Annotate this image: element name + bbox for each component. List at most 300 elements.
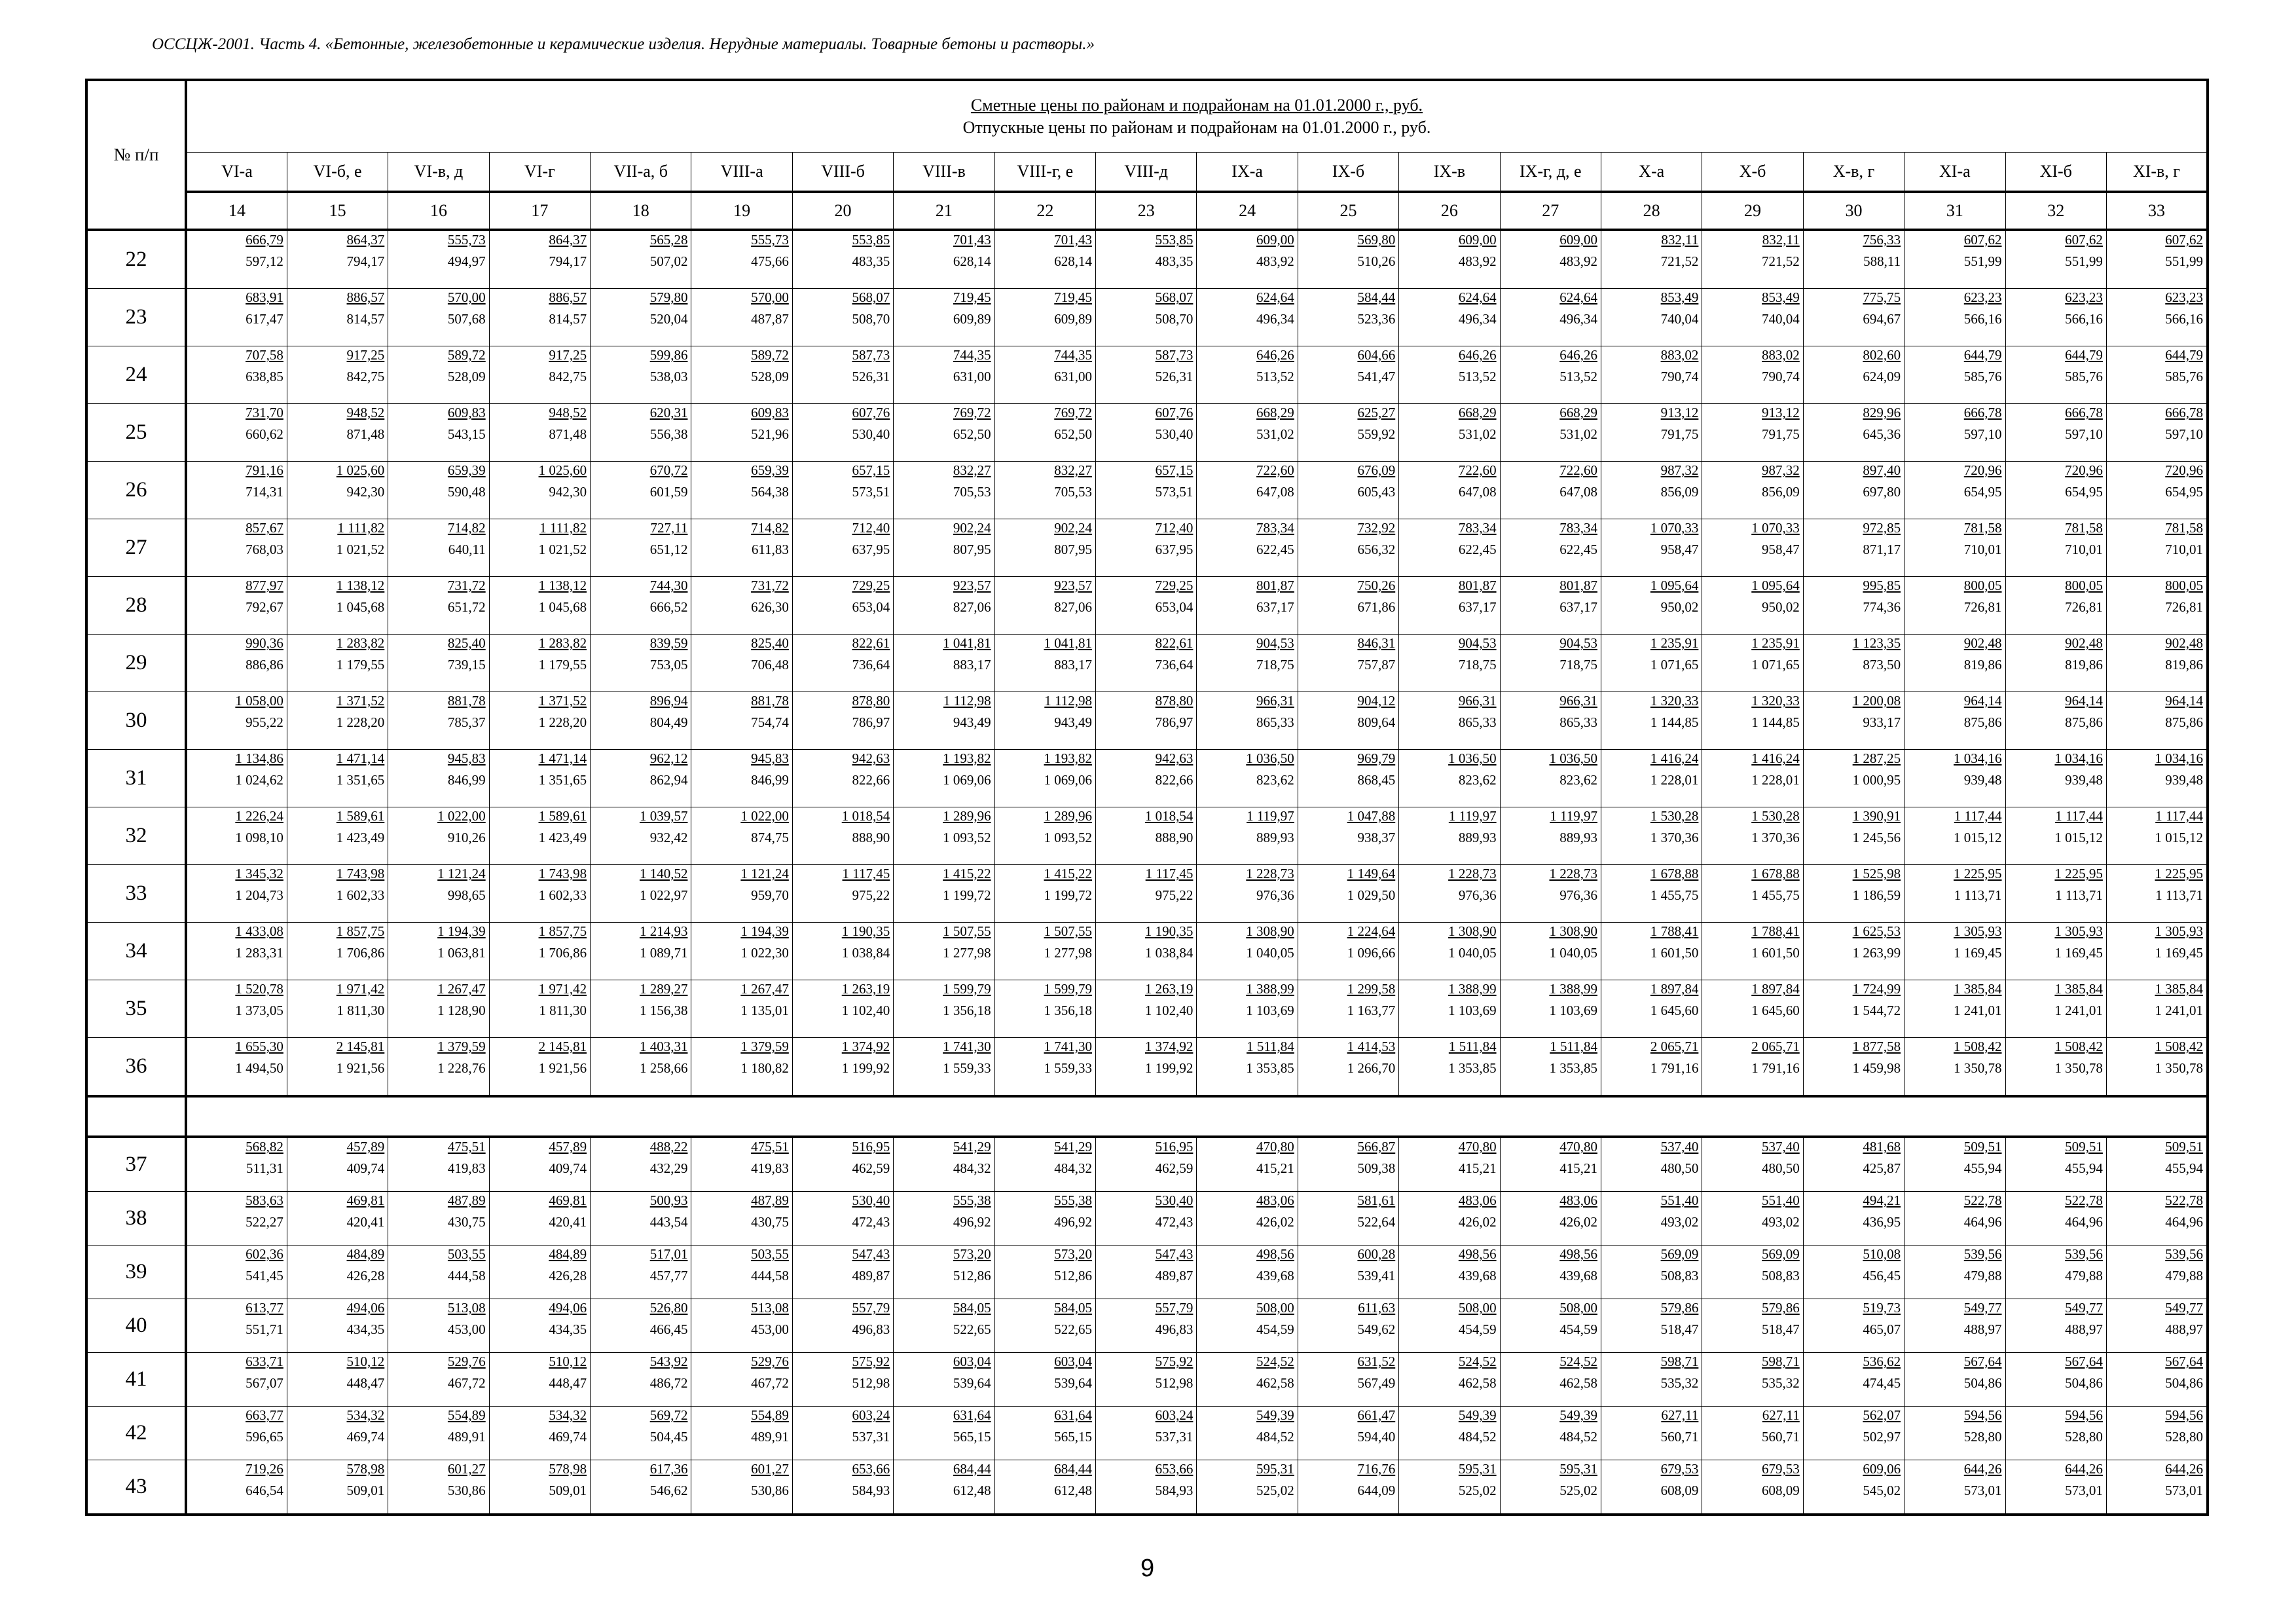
region-header: VIII-а: [691, 153, 792, 193]
estimate-price: 668,29: [1256, 405, 1294, 420]
release-price: 496,92: [1054, 1214, 1093, 1230]
price-cell: [1904, 1407, 2005, 1460]
price-cell: [388, 1353, 489, 1407]
release-price: 483,92: [1256, 253, 1294, 269]
price-cell: [591, 1460, 691, 1515]
estimate-price: 684,44: [1054, 1461, 1093, 1477]
estimate-price: 769,72: [1054, 405, 1093, 420]
release-price: 1 266,70: [1347, 1060, 1396, 1076]
release-price: 509,01: [549, 1483, 587, 1498]
price-cell: [1601, 750, 1702, 807]
release-price: 646,54: [246, 1483, 283, 1498]
release-price: 539,41: [1357, 1268, 1396, 1283]
release-price: 943,49: [1054, 714, 1093, 730]
estimate-price: 627,11: [1661, 1407, 1699, 1423]
estimate-price: 510,12: [346, 1354, 385, 1369]
release-price: 566,16: [1963, 311, 2002, 327]
price-cell: [591, 635, 691, 692]
estimate-price: 714,82: [447, 520, 486, 536]
estimate-price: 995,85: [1863, 578, 1901, 593]
price-cell: [994, 1038, 1095, 1097]
estimate-price: 1 263,19: [841, 981, 890, 997]
estimate-price: 886,57: [346, 289, 385, 305]
price-cell: [2106, 750, 2208, 807]
estimate-price: 469,81: [549, 1192, 587, 1208]
price-cell: [1197, 980, 1298, 1038]
price-cell: [894, 1192, 994, 1246]
price-cell: [894, 1353, 994, 1407]
price-cell: [1904, 750, 2005, 807]
estimate-price: 1 225,95: [1954, 866, 2002, 881]
release-price: 455,94: [2065, 1160, 2103, 1176]
price-cell: [1601, 692, 1702, 750]
estimate-price: 1 121,24: [437, 866, 486, 881]
release-price: 512,86: [953, 1268, 991, 1283]
row-number: 41: [86, 1353, 186, 1407]
estimate-price: 1 047,88: [1347, 808, 1396, 824]
release-price: 1 228,76: [437, 1060, 486, 1076]
price-cell: [994, 1353, 1095, 1407]
release-price: 1 241,01: [2155, 1003, 2203, 1018]
release-price: 530,86: [751, 1483, 789, 1498]
estimate-price: 494,21: [1863, 1192, 1901, 1208]
release-price: 1 370,36: [1650, 830, 1699, 845]
price-cell: [1702, 1246, 1803, 1299]
estimate-price: 567,64: [2065, 1354, 2103, 1369]
estimate-price: 1 877,58: [1852, 1039, 1901, 1054]
price-cell: [1399, 289, 1500, 346]
estimate-price: 783,34: [1559, 520, 1597, 536]
estimate-price: 568,07: [1155, 289, 1194, 305]
release-price: 507,02: [649, 253, 688, 269]
estimate-price: 1 034,16: [1954, 750, 2002, 766]
price-cell: [1197, 1407, 1298, 1460]
release-price: 528,09: [751, 369, 789, 384]
price-cell: [1096, 404, 1197, 462]
estimate-price: 510,08: [1863, 1246, 1901, 1262]
price-cell: [2005, 577, 2106, 635]
estimate-price: 783,34: [1256, 520, 1294, 536]
release-price: 596,65: [246, 1429, 283, 1445]
estimate-price: 883,02: [1762, 347, 1800, 363]
estimate-price: 555,73: [751, 232, 789, 248]
release-price: 1 163,77: [1347, 1003, 1396, 1018]
estimate-price: 917,25: [549, 347, 587, 363]
estimate-price: 1 320,33: [1650, 693, 1699, 709]
estimate-price: 1 589,61: [538, 808, 587, 824]
estimate-price: 972,85: [1863, 520, 1901, 536]
price-cell: [691, 865, 792, 923]
price-cell: [287, 404, 388, 462]
column-number: 27: [1500, 192, 1601, 230]
estimate-price: 609,00: [1256, 232, 1294, 248]
price-cell: [1500, 807, 1601, 865]
price-cell: [792, 1246, 893, 1299]
price-cell: [1298, 635, 1398, 692]
price-cell: [894, 346, 994, 404]
release-price: 1 921,56: [336, 1060, 385, 1076]
price-cell: [994, 1407, 1095, 1460]
estimate-price: 684,44: [953, 1461, 991, 1477]
release-price: 488,97: [1963, 1321, 2002, 1337]
release-price: 1 063,81: [437, 945, 486, 961]
estimate-price: 902,48: [2065, 635, 2103, 651]
price-cell: [489, 462, 590, 519]
release-price: 740,04: [1660, 311, 1699, 327]
estimate-price: 566,87: [1357, 1139, 1396, 1154]
estimate-price: 1 741,30: [1044, 1039, 1093, 1054]
release-price: 1 069,06: [943, 772, 991, 788]
estimate-price: 524,52: [1256, 1354, 1294, 1369]
price-cell: [2106, 635, 2208, 692]
estimate-price: 553,85: [852, 232, 890, 248]
estimate-price: 857,67: [246, 520, 283, 536]
release-price: 489,87: [852, 1268, 890, 1283]
estimate-price: 1 117,44: [2055, 808, 2103, 824]
estimate-price: 712,40: [852, 520, 890, 536]
price-cell: [1803, 635, 1904, 692]
estimate-price: 1 971,42: [336, 981, 385, 997]
price-cell: [1096, 1137, 1197, 1192]
estimate-price: 623,23: [1963, 289, 2002, 305]
release-price: 513,52: [1458, 369, 1497, 384]
release-price: 1 356,18: [943, 1003, 991, 1018]
release-price: 1 038,84: [1144, 945, 1194, 961]
price-cell: [1096, 519, 1197, 577]
estimate-price: 744,35: [1054, 347, 1093, 363]
region-header: IX-в: [1399, 153, 1500, 193]
release-price: 522,65: [953, 1321, 991, 1337]
price-cell: [1399, 462, 1500, 519]
estimate-price: 1 138,12: [538, 578, 587, 593]
release-price: 637,17: [1559, 599, 1597, 615]
release-price: 512,98: [1155, 1375, 1194, 1391]
estimate-price: 627,11: [1762, 1407, 1800, 1423]
price-cell: [994, 692, 1095, 750]
release-price: 588,11: [1863, 253, 1901, 269]
column-number: 31: [1904, 192, 2005, 230]
price-cell: [792, 1353, 893, 1407]
price-cell: [1601, 230, 1702, 289]
release-price: 1 128,90: [437, 1003, 486, 1018]
release-price: 509,38: [1357, 1160, 1396, 1176]
estimate-price: 607,62: [2065, 232, 2103, 248]
release-price: 1 258,66: [639, 1060, 688, 1076]
estimate-price: 1 287,25: [1852, 750, 1901, 766]
estimate-price: 537,40: [1762, 1139, 1800, 1154]
price-cell: [2106, 1137, 2208, 1192]
price-cell: [1500, 1353, 1601, 1407]
estimate-price: 1 036,50: [1246, 750, 1294, 766]
price-cell: [1904, 1038, 2005, 1097]
release-price: 628,14: [953, 253, 991, 269]
estimate-price: 483,06: [1458, 1192, 1497, 1208]
price-cell: [2106, 230, 2208, 289]
price-cell: [1500, 692, 1601, 750]
price-cell: [2106, 980, 2208, 1038]
estimate-price: 1 235,91: [1751, 635, 1800, 651]
release-price: 425,87: [1863, 1160, 1901, 1176]
price-cell: [1197, 1353, 1298, 1407]
estimate-price: 624,64: [1458, 289, 1497, 305]
price-cell: [186, 750, 287, 807]
price-cell: [2106, 1460, 2208, 1515]
release-price: 656,32: [1357, 542, 1396, 557]
price-cell: [591, 1192, 691, 1246]
estimate-price: 1 471,14: [336, 750, 385, 766]
estimate-price: 1 058,00: [235, 693, 283, 709]
price-cell: [1096, 1460, 1197, 1515]
estimate-price: 897,40: [1863, 462, 1901, 478]
price-cell: [186, 1299, 287, 1353]
estimate-price: 557,79: [852, 1300, 890, 1316]
price-cell: [1298, 519, 1398, 577]
price-cell: [691, 923, 792, 980]
price-cell: [1096, 230, 1197, 289]
release-price: 1 602,33: [538, 887, 587, 903]
release-price: 507,68: [447, 311, 486, 327]
estimate-price: 716,76: [1357, 1461, 1396, 1477]
row-number: 32: [86, 807, 186, 865]
price-cell: [489, 1299, 590, 1353]
price-cell: [1096, 1353, 1197, 1407]
estimate-price: 744,35: [953, 347, 991, 363]
price-cell: [1803, 289, 1904, 346]
price-cell: [1096, 750, 1197, 807]
estimate-price: 549,39: [1256, 1407, 1294, 1423]
release-price: 539,64: [953, 1375, 991, 1391]
estimate-price: 731,72: [751, 578, 789, 593]
estimate-price: 864,37: [346, 232, 385, 248]
estimate-price: 822,61: [852, 635, 890, 651]
release-price: 419,83: [447, 1160, 486, 1176]
release-price: 601,59: [649, 484, 688, 500]
release-price: 1 791,16: [1650, 1060, 1699, 1076]
estimate-price: 878,80: [1155, 693, 1194, 709]
release-price: 573,01: [2165, 1483, 2203, 1498]
price-cell: [792, 1299, 893, 1353]
release-price: 556,38: [649, 426, 688, 442]
table-row: [86, 519, 2208, 577]
price-cell: [287, 289, 388, 346]
release-price: 522,65: [1054, 1321, 1093, 1337]
estimate-price: 1 190,35: [1144, 923, 1194, 939]
price-cell: [1803, 865, 1904, 923]
estimate-price: 1 388,99: [1246, 981, 1294, 997]
release-price: 1 113,71: [2155, 887, 2203, 903]
price-cell: [1399, 519, 1500, 577]
estimate-price: 781,58: [2165, 520, 2203, 536]
estimate-price: 1 041,81: [1044, 635, 1093, 651]
estimate-price: 568,82: [246, 1139, 283, 1154]
release-price: 455,94: [2165, 1160, 2203, 1176]
price-cell: [1298, 1137, 1398, 1192]
price-cell: [1803, 980, 1904, 1038]
estimate-price: 904,53: [1458, 635, 1497, 651]
release-price: 1 029,50: [1347, 887, 1396, 903]
estimate-price: 1 018,54: [1144, 808, 1194, 824]
price-cell: [1500, 404, 1601, 462]
release-price: 804,49: [649, 714, 688, 730]
estimate-price: 1 095,64: [1650, 578, 1699, 593]
price-cell: [1197, 577, 1298, 635]
row-number: 25: [86, 404, 186, 462]
release-price: 1 544,72: [1852, 1003, 1901, 1018]
price-cell: [591, 346, 691, 404]
price-cell: [1803, 230, 1904, 289]
region-header: IX-г, д, е: [1500, 153, 1601, 193]
estimate-price: 569,80: [1357, 232, 1396, 248]
price-cell: [1803, 1460, 1904, 1515]
release-price: 875,86: [2165, 714, 2203, 730]
price-cell: [2005, 635, 2106, 692]
estimate-price: 800,05: [1963, 578, 2002, 593]
estimate-price: 470,80: [1559, 1139, 1597, 1154]
price-cell: [1500, 1038, 1601, 1097]
release-price: 489,91: [447, 1429, 486, 1445]
price-cell: [2106, 1353, 2208, 1407]
release-price: 1 423,49: [538, 830, 587, 845]
estimate-price: 573,20: [953, 1246, 991, 1262]
price-cell: [287, 807, 388, 865]
release-price: 464,96: [1963, 1214, 2002, 1230]
price-cell: [1096, 980, 1197, 1038]
estimate-price: 1 508,42: [2054, 1039, 2103, 1054]
release-price: 528,80: [2065, 1429, 2103, 1445]
price-cell: [1399, 980, 1500, 1038]
price-cell: [1904, 692, 2005, 750]
estimate-price: 722,60: [1559, 462, 1597, 478]
price-cell: [1197, 1246, 1298, 1299]
release-price: 611,83: [751, 542, 789, 557]
price-cell: [2106, 577, 2208, 635]
estimate-price: 522,78: [2065, 1192, 2103, 1208]
release-price: 1 015,12: [1954, 830, 2002, 845]
region-header: VI-а: [186, 153, 287, 193]
estimate-price: 722,60: [1256, 462, 1294, 478]
estimate-price: 731,72: [447, 578, 486, 593]
table-row: [86, 1192, 2208, 1246]
estimate-price: 631,52: [1357, 1354, 1396, 1369]
price-cell: [1904, 923, 2005, 980]
price-cell: [691, 1038, 792, 1097]
estimate-price: 509,51: [2065, 1139, 2103, 1154]
release-price: 496,83: [852, 1321, 890, 1337]
release-price: 814,57: [549, 311, 587, 327]
row-number: 38: [86, 1192, 186, 1246]
estimate-price: 2 145,81: [538, 1039, 587, 1054]
price-cell: [1500, 865, 1601, 923]
release-price: 565,15: [1054, 1429, 1093, 1445]
price-cell: [1702, 1137, 1803, 1192]
estimate-price: 853,49: [1762, 289, 1800, 305]
release-price: 1 071,65: [1751, 657, 1800, 673]
release-price: 1 228,20: [538, 714, 587, 730]
estimate-price: 666,78: [1963, 405, 2002, 420]
column-number: 18: [591, 192, 691, 230]
estimate-price: 923,57: [1054, 578, 1093, 593]
release-price: 504,86: [1963, 1375, 2002, 1391]
price-cell: [1803, 807, 1904, 865]
estimate-price: 631,64: [1054, 1407, 1093, 1423]
estimate-price: 1 117,44: [1954, 808, 2002, 824]
price-cell: [186, 807, 287, 865]
release-price: 479,88: [2165, 1268, 2203, 1283]
release-price: 694,67: [1863, 311, 1901, 327]
price-cell: [1399, 404, 1500, 462]
price-cell: [994, 577, 1095, 635]
price-cell: [1500, 980, 1601, 1038]
release-price: 1 169,45: [2054, 945, 2103, 961]
release-price: 1 353,85: [1448, 1060, 1497, 1076]
release-price: 1 645,60: [1751, 1003, 1800, 1018]
estimate-price: 783,34: [1458, 520, 1497, 536]
estimate-price: 653,66: [1155, 1461, 1194, 1477]
price-cell: [1601, 577, 1702, 635]
release-price: 531,02: [1256, 426, 1294, 442]
price-cell: [1601, 1407, 1702, 1460]
table-row: [86, 1407, 2208, 1460]
table-row: [86, 865, 2208, 923]
column-number: 15: [287, 192, 388, 230]
release-price: 871,17: [1863, 542, 1901, 557]
price-cell: [1096, 462, 1197, 519]
estimate-price: 579,86: [1762, 1300, 1800, 1316]
price-cell: [1500, 923, 1601, 980]
estimate-price: 832,27: [1054, 462, 1093, 478]
estimate-price: 584,05: [953, 1300, 991, 1316]
release-price: 525,02: [1458, 1483, 1497, 1498]
row-number: 27: [86, 519, 186, 577]
release-price: 609,89: [953, 311, 991, 327]
release-price: 706,48: [751, 657, 789, 673]
region-header: VI-б, е: [287, 153, 388, 193]
price-cell: [388, 1299, 489, 1353]
release-price: 1 103,69: [1246, 1003, 1294, 1018]
estimate-price: 481,68: [1863, 1139, 1901, 1154]
price-cell: [1298, 404, 1398, 462]
price-cell: [1803, 1038, 1904, 1097]
estimate-price: 832,27: [953, 462, 991, 478]
price-cell: [489, 230, 590, 289]
release-price: 1 199,72: [1044, 887, 1093, 903]
estimate-price: 510,12: [549, 1354, 587, 1369]
price-cell: [1500, 635, 1601, 692]
release-price: 559,92: [1357, 426, 1396, 442]
release-price: 585,76: [2065, 369, 2103, 384]
estimate-price: 1 308,90: [1246, 923, 1294, 939]
estimate-price: 598,71: [1660, 1354, 1699, 1369]
price-cell: [1197, 1038, 1298, 1097]
price-cell: [1096, 1407, 1197, 1460]
estimate-price: 1 112,98: [943, 693, 991, 709]
table-row: [86, 1353, 2208, 1407]
release-price: 740,04: [1762, 311, 1800, 327]
estimate-price: 1 589,61: [336, 808, 385, 824]
estimate-price: 1 415,22: [943, 866, 991, 881]
estimate-price: 839,59: [649, 635, 688, 651]
estimate-price: 475,51: [447, 1139, 486, 1154]
estimate-price: 1 121,24: [740, 866, 789, 881]
release-price: 721,52: [1660, 253, 1699, 269]
release-price: 622,45: [1256, 542, 1294, 557]
estimate-price: 1 025,60: [538, 462, 587, 478]
release-price: 654,95: [1963, 484, 2002, 500]
release-price: 888,90: [1155, 830, 1194, 845]
release-price: 525,02: [1256, 1483, 1294, 1498]
price-cell: [287, 1407, 388, 1460]
price-cell: [489, 346, 590, 404]
